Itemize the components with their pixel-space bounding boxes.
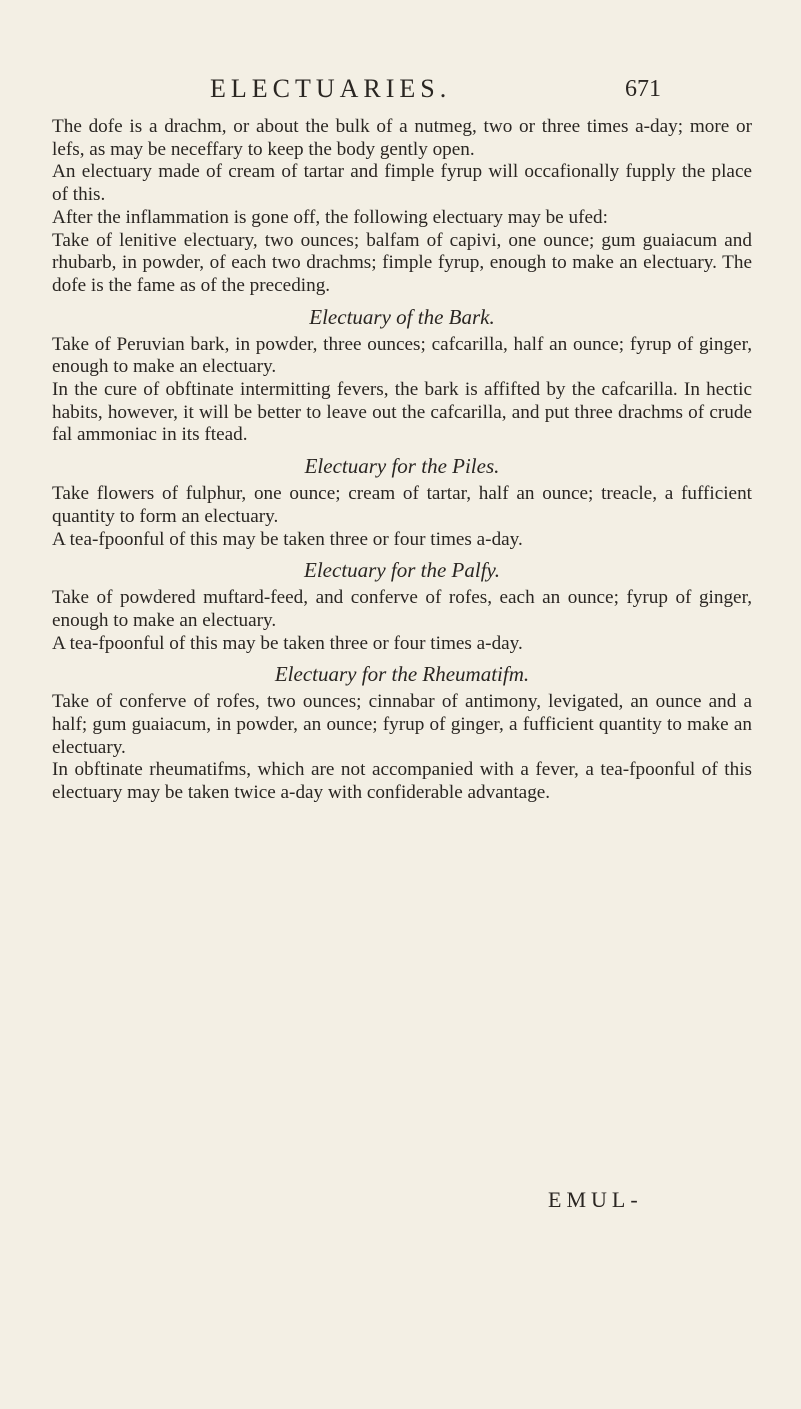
paragraph: An electuary made of cream of tartar and fimple fyrup will occafionally fupply the place of this. xyxy=(52,161,752,206)
running-head: ELECTUARIES. xyxy=(210,74,452,103)
paragraph: Take flowers of fulphur, one ounce; cream of tartar, half an ounce; treacle, a fufficient quantity to form an electuary. xyxy=(52,483,752,527)
paragraph: Take of conferve of rofes, two ounces; cinnabar of antimony, levigated, an ounce and a half; gum guaiacum, in powder, an ounce; fyrup of ginger, a fufficient quantity to make an electuary. xyxy=(52,691,752,758)
paragraph: Take of lenitive electuary, two ounces; balfam of capivi, one ounce; gum guaiacum and rhubarb, in powder, of each two drachms; fimple fyrup, enough to make an electuary. The dofe is the fame as of the preceding. xyxy=(52,229,752,296)
paragraph: A tea-fpoonful of this may be taken three or four times a-day. xyxy=(52,632,523,654)
paragraph: A tea-fpoonful of this may be taken three or four times a-day. xyxy=(52,528,523,550)
paragraph: In the cure of obftinate intermitting fevers, the bark is affifted by the cafcarilla. In hectic habits, however, it will be better to leave out the cafcarilla, and put three drachms of crude fal ammoniac in its ftead. xyxy=(52,379,752,446)
section-heading: Electuary for the Rheumatifm. xyxy=(274,662,530,687)
section-heading: Electuary for the Piles. xyxy=(304,454,500,479)
catchword: EMUL- xyxy=(548,1187,643,1212)
page-header xyxy=(210,74,661,114)
section-heading: Electuary of the Bark. xyxy=(309,304,495,329)
page-number: 671 xyxy=(625,76,661,102)
body-text xyxy=(52,116,752,805)
paragraph: Take of powdered muftard-feed, and conferve of rofes, each an ounce; fyrup of ginger, enough to make an electuary. xyxy=(52,587,752,631)
section-heading: Electuary for the Palfy. xyxy=(304,558,500,583)
paragraph: The dofe is a drachm, or about the bulk of a nutmeg, two or three times a-day; more or lefs, as may be neceffary to keep the body gently open. xyxy=(52,116,752,160)
paragraph: After the inflammation is gone off, the following electuary may be ufed: xyxy=(52,206,608,228)
paragraph: In obftinate rheumatifms, which are not accompanied with a fever, a tea-fpoonful of this electuary may be taken twice a-day with confiderable advantage. xyxy=(52,759,752,804)
paragraph: Take of Peruvian bark, in powder, three ounces; cafcarilla, half an ounce; fyrup of ginger, enough to make an electuary. xyxy=(52,333,752,378)
